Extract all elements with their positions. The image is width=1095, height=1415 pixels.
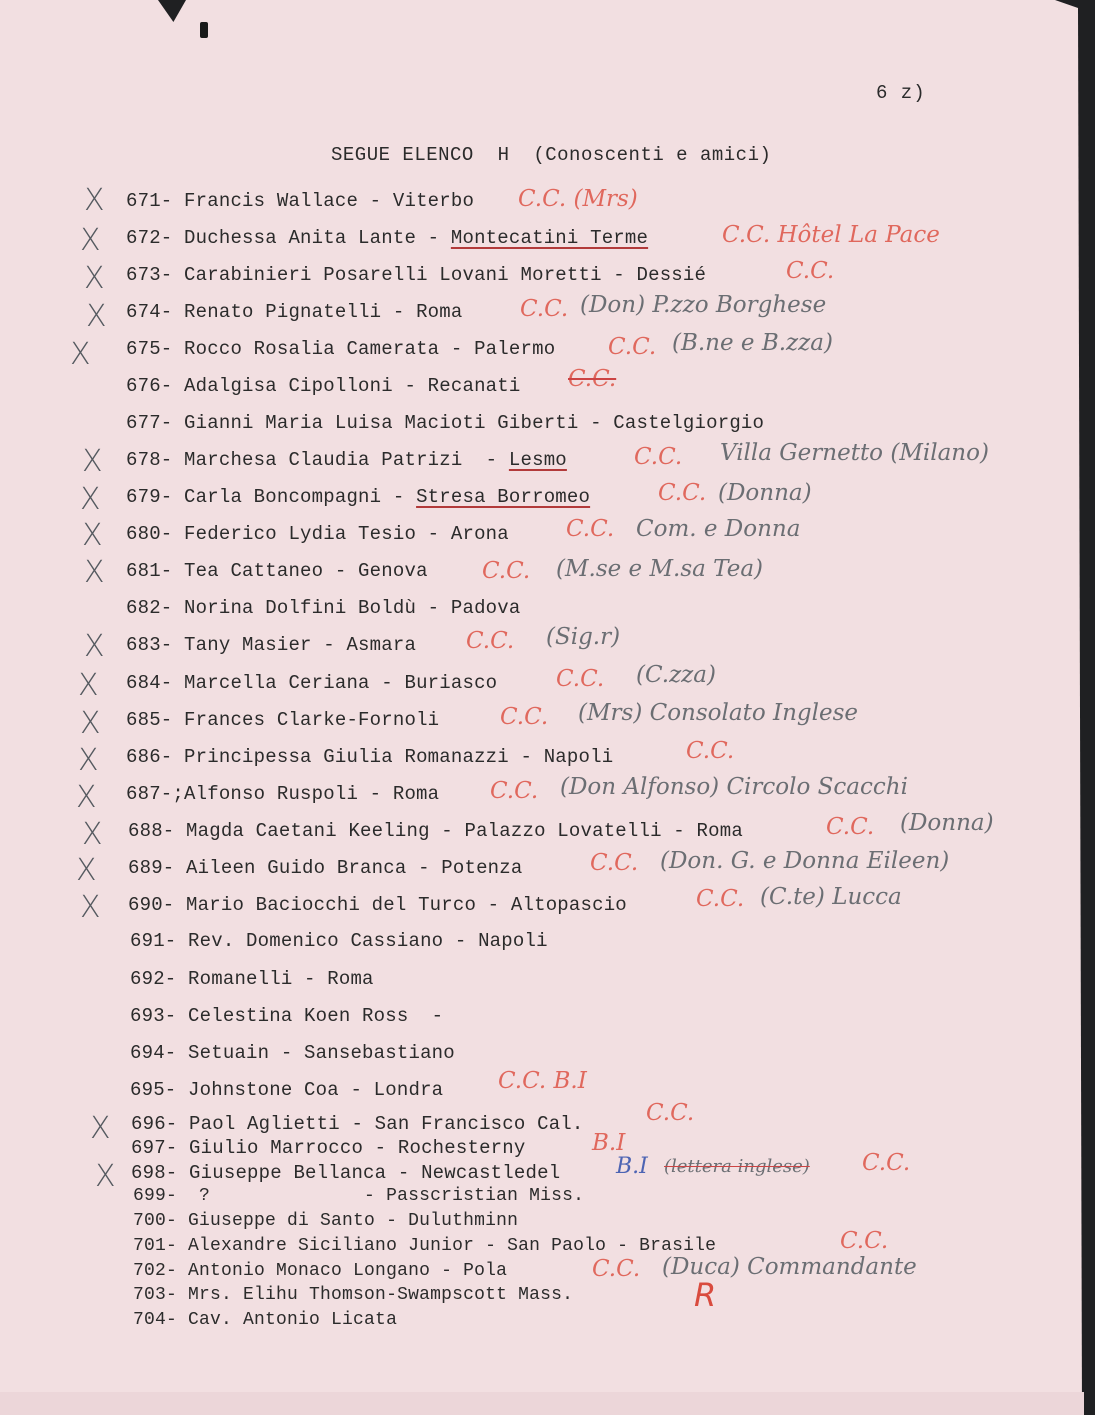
check-mark: X (84, 629, 105, 664)
list-item: 679- Carla Boncompagni - Stresa Borromeo (126, 486, 591, 508)
list-item: 675- Rocco Rosalia Camerata - Palermo (126, 338, 556, 360)
handwritten-note: (C.zza) (636, 662, 716, 688)
handwritten-note: C.C. (482, 558, 531, 584)
check-mark: X (84, 261, 105, 296)
handwritten-note: C.C. (826, 814, 875, 840)
handwritten-note: C.C. Hôtel La Pace (722, 222, 940, 248)
list-item: 698- Giuseppe Bellanca - Newcastledel (131, 1162, 561, 1184)
list-item: 694- Setuain - Sansebastiano (130, 1042, 455, 1064)
check-mark: X (84, 183, 105, 218)
list-item: 700- Giuseppe di Santo - Duluthminn (133, 1211, 519, 1231)
list-item: 681- Tea Cattaneo - Genova (126, 560, 428, 582)
handwritten-note: Villa Gernetto (Milano) (720, 440, 989, 466)
check-mark: X (90, 1111, 111, 1146)
list-item: 683- Tany Masier - Asmara (126, 634, 417, 656)
handwritten-note: (Sig.r) (546, 624, 621, 650)
handwritten-note: C.C. (634, 444, 683, 470)
handwritten-note: (lettera inglese) (664, 1156, 810, 1177)
list-item: 685- Frances Clarke-Fornoli (126, 709, 440, 731)
check-mark: X (95, 1159, 116, 1194)
check-mark: X (82, 518, 103, 553)
check-mark: X (76, 780, 97, 815)
list-item: 704- Cav. Antonio Licata (133, 1310, 398, 1330)
handwritten-note: C.C. (590, 850, 639, 876)
check-mark: X (76, 853, 97, 888)
handwritten-note: C.C. B.I (498, 1068, 587, 1094)
list-item: 677- Gianni Maria Luisa Macioti Giberti - Castelgiorgio (126, 412, 765, 434)
list-item: 691- Rev. Domenico Cassiano - Napoli (130, 930, 548, 952)
check-mark: X (78, 743, 99, 778)
check-mark: X (80, 706, 101, 741)
list-item: 702- Antonio Monaco Longano - Pola (133, 1261, 508, 1281)
handwritten-note: C.C. (490, 778, 539, 804)
handwritten-note: C.C. (568, 366, 617, 392)
list-item: 696- Paol Aglietti - San Francisco Cal. (131, 1113, 584, 1135)
list-item: 678- Marchesa Claudia Patrizi - Lesmo (126, 449, 567, 471)
handwritten-note: B.I (616, 1154, 648, 1179)
handwritten-note: C.C. (592, 1256, 641, 1282)
list-item: 672- Duchessa Anita Lante - Montecatini Terme (126, 227, 649, 249)
check-mark: X (80, 223, 101, 258)
check-mark: X (86, 299, 107, 334)
handwritten-note: Com. e Donna (636, 516, 801, 542)
list-item: 671- Francis Wallace - Viterbo (126, 190, 475, 212)
staple-mark (200, 22, 208, 38)
list-item: 693- Celestina Koen Ross - (130, 1005, 444, 1027)
list-item: 676- Adalgisa Cipolloni - Recanati (126, 375, 521, 397)
handwritten-note: C.C. (500, 704, 549, 730)
list-item: 673- Carabinieri Posarelli Lovani Moretti - Dessié (126, 264, 707, 286)
list-item: 680- Federico Lydia Tesio - Arona (126, 523, 509, 545)
handwritten-note: (Donna) (718, 480, 812, 506)
list-item: 682- Norina Dolfini Boldù - Padova (126, 597, 521, 619)
handwritten-note: (Don) P.zzo Borghese (580, 292, 827, 318)
list-item: 695- Johnstone Coa - Londra (130, 1079, 444, 1101)
list-item: 701- Alexandre Siciliano Junior - San Paolo - Brasile (133, 1236, 717, 1256)
list-item: 686- Principessa Giulia Romanazzi - Napoli (126, 746, 614, 768)
check-mark: X (84, 555, 105, 590)
handwritten-note: C.C. (646, 1100, 695, 1126)
handwritten-note: C.C. (520, 296, 569, 322)
paper-bottom-edge (0, 1392, 1084, 1415)
handwritten-note: C.C. (556, 666, 605, 692)
handwritten-note: (Duca) Commandante (662, 1254, 917, 1280)
handwritten-note: (C.te) Lucca (760, 884, 902, 910)
handwritten-note: C.C. (658, 480, 707, 506)
handwritten-note: C.C. (608, 334, 657, 360)
list-item: 690- Mario Baciocchi del Turco - Altopascio (128, 894, 627, 916)
handwritten-note: C.C. (566, 516, 615, 542)
handwritten-note: B.I (592, 1130, 626, 1156)
handwritten-note: (Don. G. e Donna Eileen) (660, 848, 950, 874)
check-mark: X (80, 890, 101, 925)
handwritten-note: C.C. (786, 258, 835, 284)
list-item: 688- Magda Caetani Keeling - Palazzo Lovatelli - Roma (128, 820, 743, 842)
check-mark: X (82, 817, 103, 852)
check-mark: X (70, 337, 91, 372)
handwritten-note: (M.se e M.sa Tea) (556, 556, 764, 582)
list-item: 699- ? - Passcristian Miss. (133, 1186, 585, 1206)
handwritten-note: (B.ne e B.zza) (672, 330, 833, 356)
list-item: 703- Mrs. Elihu Thomson-Swampscott Mass. (133, 1285, 574, 1305)
handwritten-note: C.C. (840, 1228, 889, 1254)
check-mark: X (78, 668, 99, 703)
check-mark: X (80, 482, 101, 517)
list-heading: SEGUE ELENCO H (Conoscenti e amici) (331, 144, 772, 166)
list-item: 674- Renato Pignatelli - Roma (126, 301, 463, 323)
page-number: 6 z) (876, 82, 926, 104)
handwritten-note: (Mrs) Consolato Inglese (578, 700, 858, 726)
handwritten-note: C.C. (686, 738, 735, 764)
list-item: 687-;Alfonso Ruspoli - Roma (126, 783, 440, 805)
list-item: 684- Marcella Ceriana - Buriasco (126, 672, 498, 694)
handwritten-note: R (694, 1276, 717, 1314)
list-item: 689- Aileen Guido Branca - Potenza (128, 857, 523, 879)
handwritten-note: (Donna) (900, 810, 994, 836)
handwritten-note: C.C. (466, 628, 515, 654)
check-mark: X (82, 444, 103, 479)
list-item: 692- Romanelli - Roma (130, 968, 374, 990)
handwritten-note: (Don Alfonso) Circolo Scacchi (560, 774, 908, 800)
list-item: 697- Giulio Marrocco - Rochesterny (131, 1137, 526, 1159)
handwritten-note: C.C. (862, 1150, 911, 1176)
handwritten-note: C.C. (Mrs) (518, 186, 638, 212)
handwritten-note: C.C. (696, 886, 745, 912)
